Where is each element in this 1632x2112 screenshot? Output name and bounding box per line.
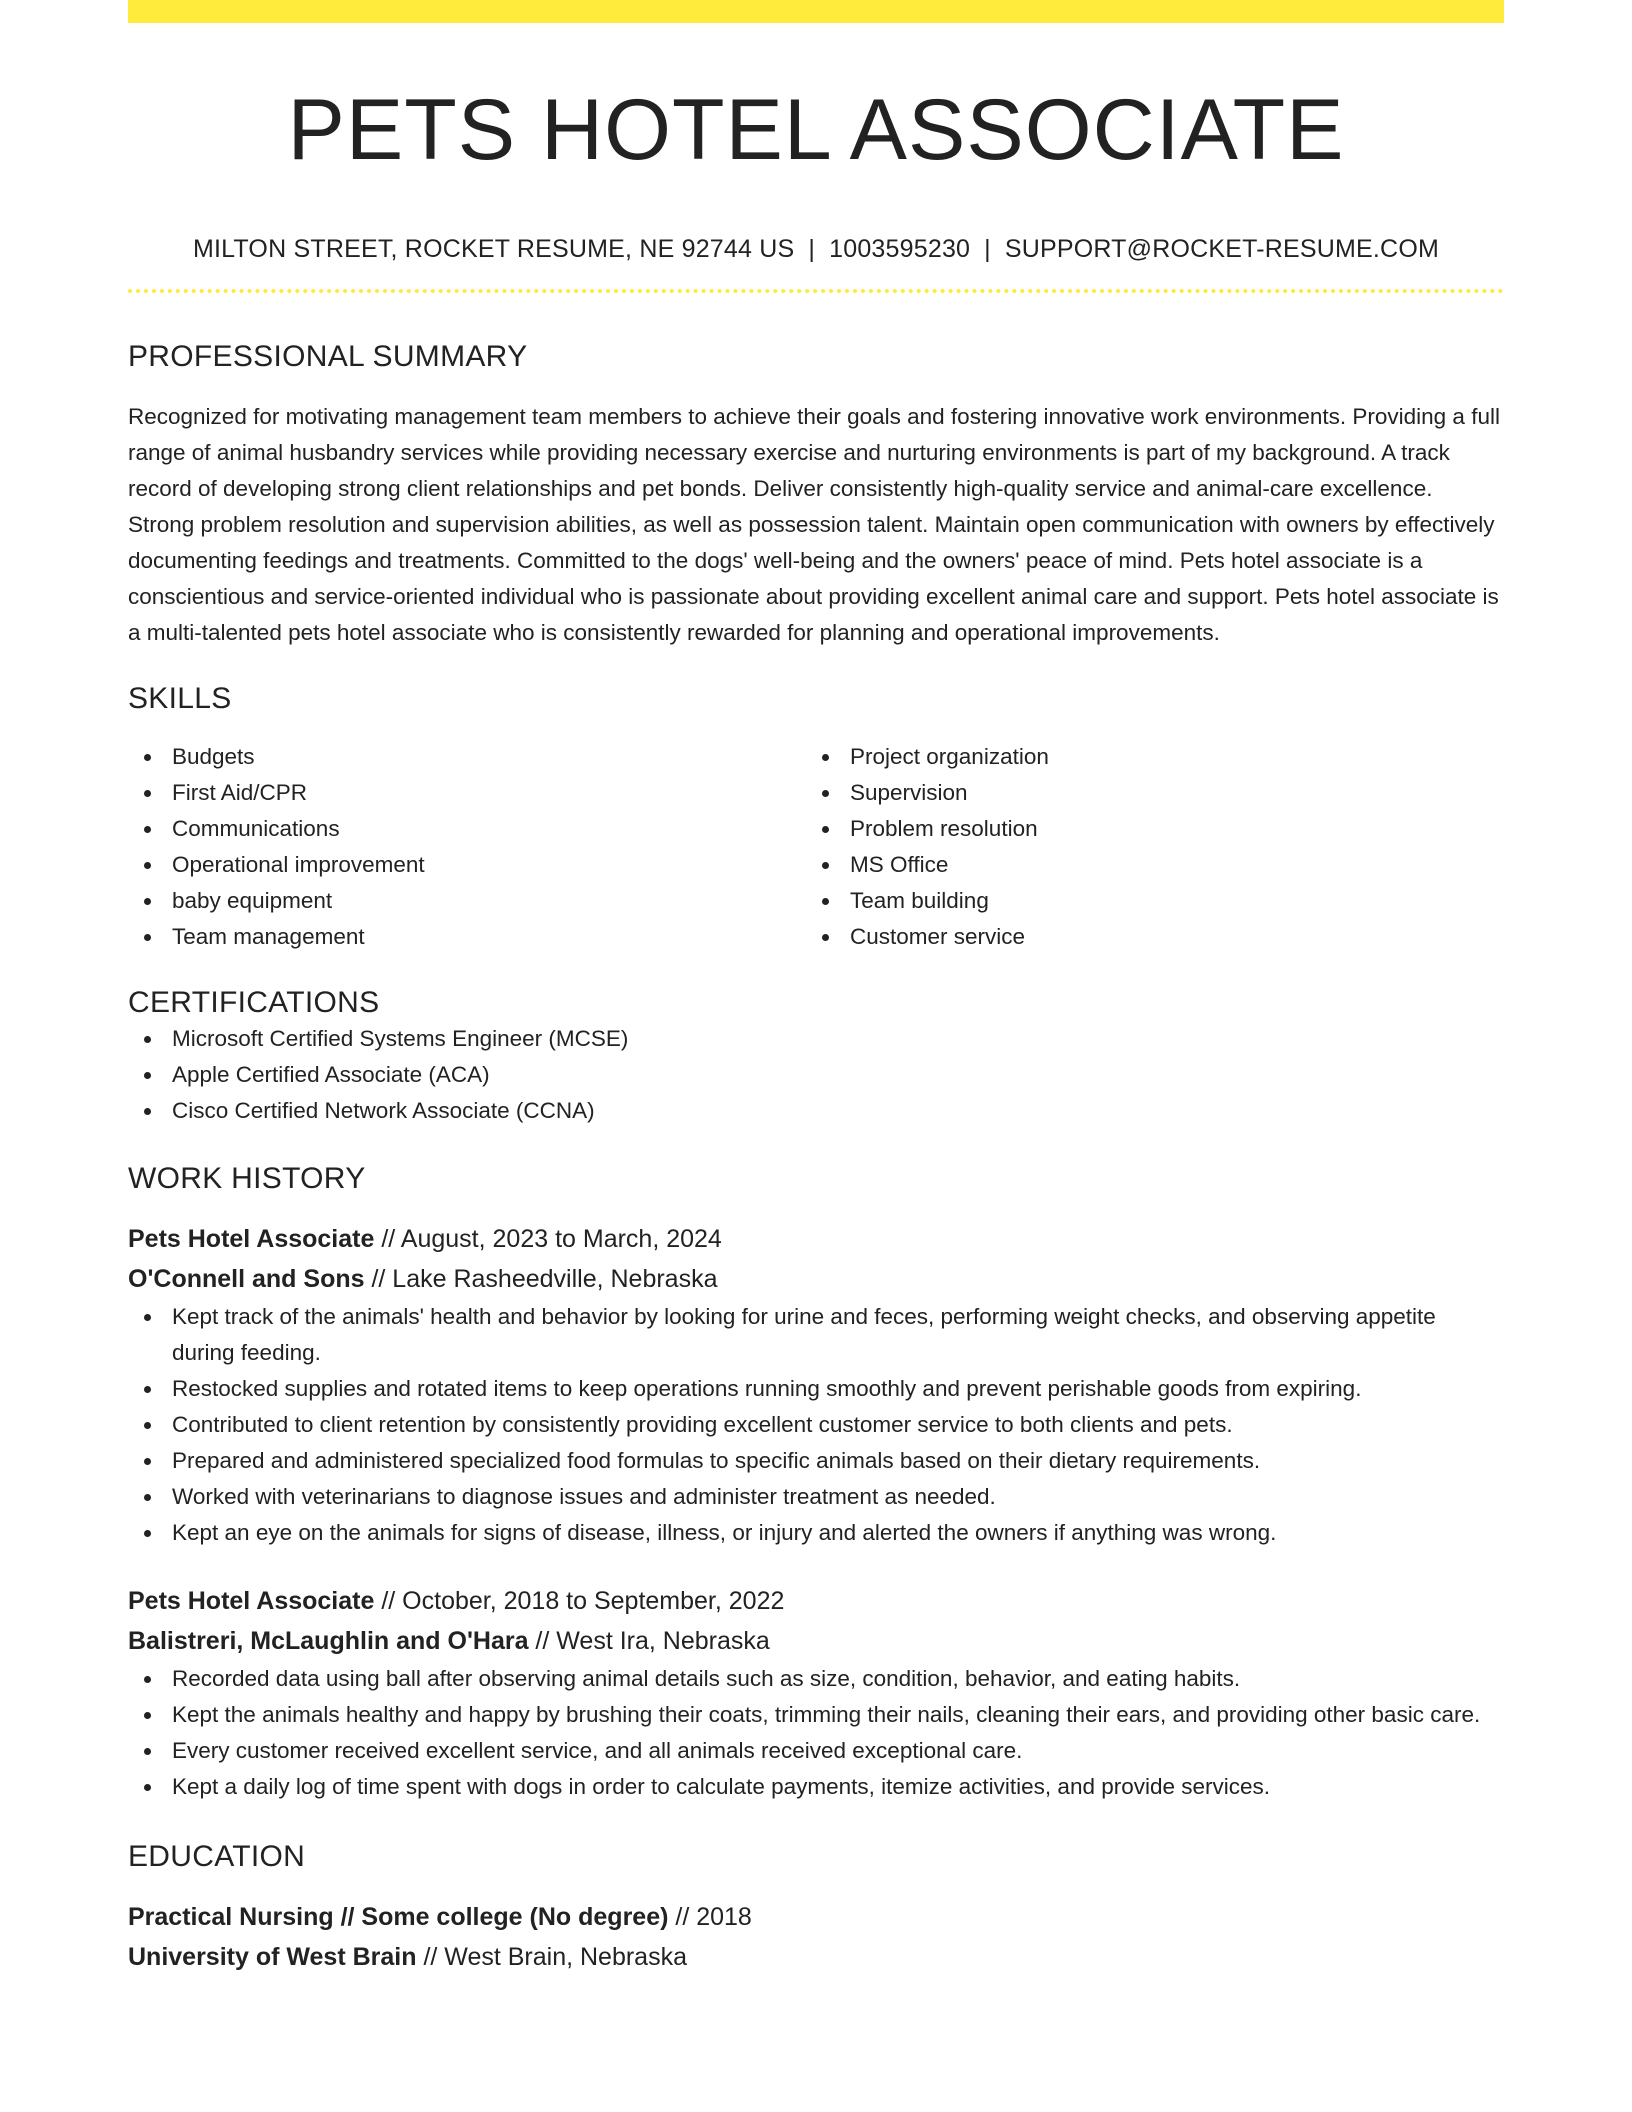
bullet-icon xyxy=(144,1036,151,1043)
job-duty-item: Restocked supplies and rotated items to keep operations running smoothly and prevent perishable goods from expiring. xyxy=(128,1371,1504,1407)
job-duty-item: Kept an eye on the animals for signs of disease, illness, or injury and alerted the owners if anything was wrong. xyxy=(128,1515,1504,1551)
job-duty-item: Kept a daily log of time spent with dogs in order to calculate payments, itemize activities, and provide services. xyxy=(128,1769,1504,1805)
skill-item: Project organization xyxy=(806,739,1484,775)
bullet-icon xyxy=(144,1422,151,1429)
bullet-icon xyxy=(144,1494,151,1501)
education-location: // West Brain, Nebraska xyxy=(416,1943,687,1971)
contact-separator: | xyxy=(984,235,991,263)
job-duty-item: Prepared and administered specialized food formulas to specific animals based on their dietary requirements. xyxy=(128,1443,1504,1479)
job-duty-item: Recorded data using ball after observing animal details such as size, condition, behavior, and eating habits. xyxy=(128,1661,1504,1697)
summary-heading: PROFESSIONAL SUMMARY xyxy=(128,340,528,373)
education-degree-line xyxy=(128,1897,1504,1937)
bullet-icon xyxy=(822,934,829,941)
bullet-icon xyxy=(822,754,829,761)
job-duty-item: Kept the animals healthy and happy by brushing their coats, trimming their nails, cleaning their ears, and providing other basic care. xyxy=(128,1697,1504,1733)
skills-list-left xyxy=(128,739,806,955)
bullet-icon xyxy=(144,1530,151,1537)
summary-text: Recognized for motivating management team members to achieve their goals and fostering innovative work environments. Providing a full range of animal husbandry services while providing necessary exercise and nurturing environments is part of my background. A track record of developing strong client relationships and pet bonds. Deliver consistently high-quality service and animal-care excellence. Strong problem resolution and supervision abilities, as well as possession talent. Maintain open communication with owners by effectively documenting feedings and treatments. Committed to the dogs' well-being and the owners' peace of mind. Pets hotel associate is a conscientious and service-oriented individual who is passionate about providing excellent animal care and support. Pets hotel associate is a multi-talented pets hotel associate who is consistently rewarded for planning and operational improvements. xyxy=(128,404,1500,645)
education-year: // 2018 xyxy=(668,1903,752,1931)
job-header xyxy=(128,1219,1504,1299)
job-company: O'Connell and Sons xyxy=(128,1265,365,1293)
bullet-icon xyxy=(144,1314,151,1321)
bullet-icon xyxy=(144,1458,151,1465)
contact-address: MILTON STREET, ROCKET RESUME, NE 92744 US xyxy=(192,235,795,263)
contact-separator: | xyxy=(808,235,816,263)
bullet-icon xyxy=(144,1712,151,1719)
skill-item: Customer service xyxy=(806,919,1484,955)
job-duty-item: Contributed to client retention by consistently providing excellent customer service to both clients and pets. xyxy=(128,1407,1504,1443)
resume-content xyxy=(128,0,1504,1977)
bullet-icon xyxy=(144,754,151,761)
education-entry xyxy=(128,1897,1504,1977)
job-dates: // October, 2018 to September, 2022 xyxy=(374,1587,785,1615)
bullet-icon xyxy=(144,934,151,941)
job-duties-list xyxy=(128,1661,1504,1805)
work-history-heading: WORK HISTORY xyxy=(128,1162,366,1195)
skills-heading: SKILLS xyxy=(128,682,232,715)
skill-item: baby equipment xyxy=(128,883,806,919)
bullet-icon xyxy=(144,1108,151,1115)
job-company: Balistreri, McLaughlin and O'Hara xyxy=(128,1627,529,1655)
certifications-heading: CERTIFICATIONS xyxy=(128,986,380,1019)
job-title-line xyxy=(128,1581,1504,1621)
skill-item: Supervision xyxy=(806,775,1484,811)
skills-list-right xyxy=(806,739,1484,955)
skill-item: Operational improvement xyxy=(128,847,806,883)
header-divider xyxy=(128,289,1504,293)
job-company-line xyxy=(128,1259,1504,1299)
bullet-icon xyxy=(144,826,151,833)
job-duty-item: Worked with veterinarians to diagnose issues and administer treatment as needed. xyxy=(128,1479,1504,1515)
skill-item: Communications xyxy=(128,811,806,847)
certification-item: Microsoft Certified Systems Engineer (MCSE) xyxy=(128,1021,1504,1057)
certifications-list xyxy=(128,1021,1504,1129)
skill-item: Team management xyxy=(128,919,806,955)
education-degree: Practical Nursing // Some college (No degree) xyxy=(128,1903,669,1931)
skill-item: Team building xyxy=(806,883,1484,919)
contact-line xyxy=(128,234,1504,264)
bullet-icon xyxy=(822,826,829,833)
bullet-icon xyxy=(144,862,151,869)
job-location: // Lake Rasheedville, Nebraska xyxy=(364,1265,718,1293)
job-duty-item: Every customer received excellent service, and all animals received exceptional care. xyxy=(128,1733,1504,1769)
contact-phone: 1003595230 xyxy=(829,235,971,263)
skill-item: First Aid/CPR xyxy=(128,775,806,811)
education-school-line xyxy=(128,1937,1504,1977)
bullet-icon xyxy=(144,1676,151,1683)
bullet-icon xyxy=(822,790,829,797)
education-school: University of West Brain xyxy=(128,1943,417,1971)
bullet-icon xyxy=(822,862,829,869)
certification-item: Cisco Certified Network Associate (CCNA) xyxy=(128,1093,1504,1129)
bullet-icon xyxy=(144,1386,151,1393)
job-header xyxy=(128,1581,1504,1661)
job-location: // West Ira, Nebraska xyxy=(528,1627,770,1655)
job-title-line xyxy=(128,1219,1504,1259)
bullet-icon xyxy=(144,1748,151,1755)
skill-item: Problem resolution xyxy=(806,811,1484,847)
job-title: Pets Hotel Associate xyxy=(128,1225,375,1253)
bullet-icon xyxy=(144,1072,151,1079)
job-title: Pets Hotel Associate xyxy=(128,1587,375,1615)
contact-email: SUPPORT@ROCKET-RESUME.COM xyxy=(1004,235,1439,263)
job-duties-list xyxy=(128,1299,1504,1551)
job-company-line xyxy=(128,1621,1504,1661)
bullet-icon xyxy=(144,790,151,797)
skill-item: MS Office xyxy=(806,847,1484,883)
skills-columns xyxy=(128,739,1504,955)
bullet-icon xyxy=(144,1784,151,1791)
bullet-icon xyxy=(822,898,829,905)
job-dates: // August, 2023 to March, 2024 xyxy=(374,1225,722,1253)
job-duty-item: Kept track of the animals' health and behavior by looking for urine and feces, performing weight checks, and observing appetite during feeding. xyxy=(128,1299,1504,1371)
resume-title: PETS HOTEL ASSOCIATE xyxy=(287,82,1345,178)
education-heading: EDUCATION xyxy=(128,1840,306,1873)
skill-item: Budgets xyxy=(128,739,806,775)
certification-item: Apple Certified Associate (ACA) xyxy=(128,1057,1504,1093)
bullet-icon xyxy=(144,898,151,905)
